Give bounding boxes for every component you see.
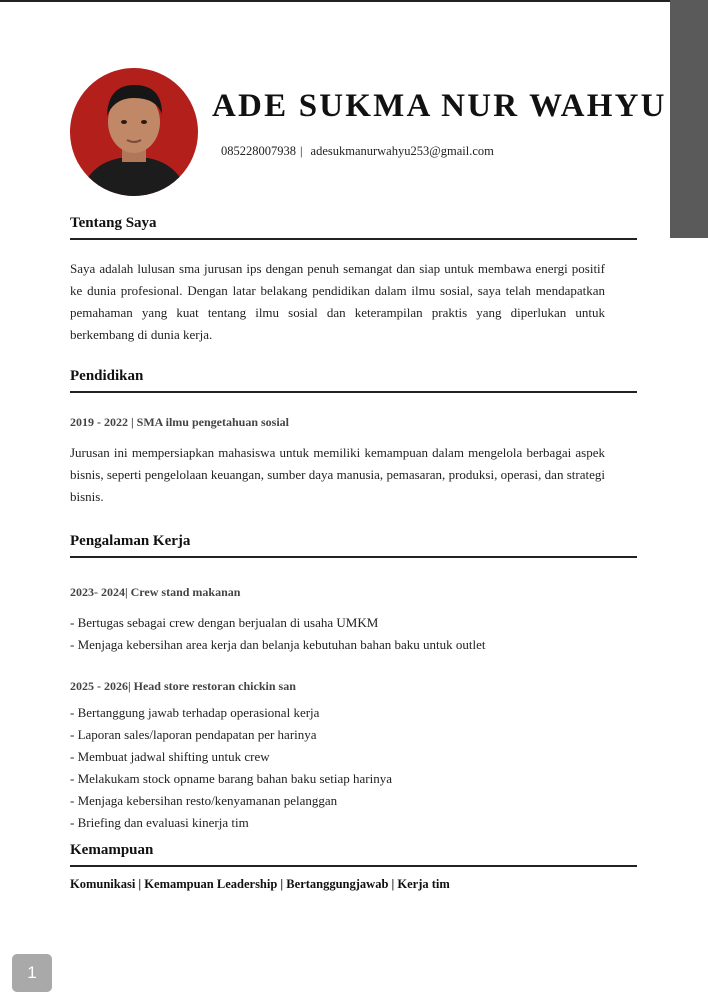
job-title: 2025 - 2026| Head store restoran chickin san [70, 679, 296, 693]
side-scroll-block [670, 0, 708, 238]
list-item: - Bertanggung jawab terhadap operasional kerja [70, 705, 320, 720]
skills-heading: Kemampuan [70, 842, 637, 867]
job-title: 2023- 2024| Crew stand makanan [70, 585, 241, 599]
about-heading: Tentang Saya [70, 215, 637, 240]
skills-list: Komunikasi | Kemampuan Leadership | Bertanggungjawab | Kerja tim [70, 877, 450, 891]
contact-line [221, 144, 494, 159]
education-entry-title: 2019 - 2022 | SMA ilmu pengetahuan sosial [70, 415, 290, 429]
list-item: - Menjaga kebersihan area kerja dan belanja kebutuhan bahan baku untuk outlet [70, 637, 486, 652]
list-item: - Briefing dan evaluasi kinerja tim [70, 815, 249, 830]
top-border [0, 0, 708, 2]
education-section [70, 368, 637, 393]
experience-section [70, 533, 637, 558]
profile-photo [70, 68, 198, 196]
list-item: - Menjaga kebersihan resto/kenyamanan pelanggan [70, 793, 338, 808]
skills-section [70, 842, 637, 867]
education-entry-text: Jurusan ini mempersiapkan mahasiswa untuk memiliki kemampuan dalam mengelola berbagai aspek bisnis, seperti pengelolaan keuangan, sumber daya manusia, pemasaran, produksi, operasi, dan strategi bisnis. [70, 445, 605, 504]
about-section [70, 215, 637, 240]
job-duties-list [70, 612, 485, 656]
about-text: Saya adalah lulusan sma jurusan ips dengan penuh semangat dan siap untuk membawa energi positif ke dunia profesional. Dengan latar belakang pendidikan dalam ilmu sosial, saya telah mendapatkan pemahaman yang kuat tentang ilmu sosial dan keterampilan praktis yang diperlukan untuk berkembang di dunia kerja. [70, 261, 605, 342]
full-name: ADE SUKMA NUR WAHYU [212, 88, 667, 124]
page-number-badge[interactable]: 1 [12, 954, 52, 992]
experience-heading: Pengalaman Kerja [70, 533, 637, 558]
list-item: - Bertugas sebagai crew dengan berjualan di usaha UMKM [70, 615, 379, 630]
job-duties-list [70, 702, 392, 834]
list-item: - Melakukam stock opname barang bahan baku setiap harinya [70, 771, 392, 786]
contact-separator: | [300, 144, 303, 158]
person-avatar-icon [70, 68, 198, 196]
list-item: - Membuat jadwal shifting untuk crew [70, 749, 270, 764]
list-item: - Laporan sales/laporan pendapatan per harinya [70, 727, 317, 742]
education-heading: Pendidikan [70, 368, 637, 393]
phone-number[interactable]: 085228007938 [221, 144, 296, 158]
email-address[interactable]: adesukmanurwahyu253@gmail.com [310, 144, 494, 158]
